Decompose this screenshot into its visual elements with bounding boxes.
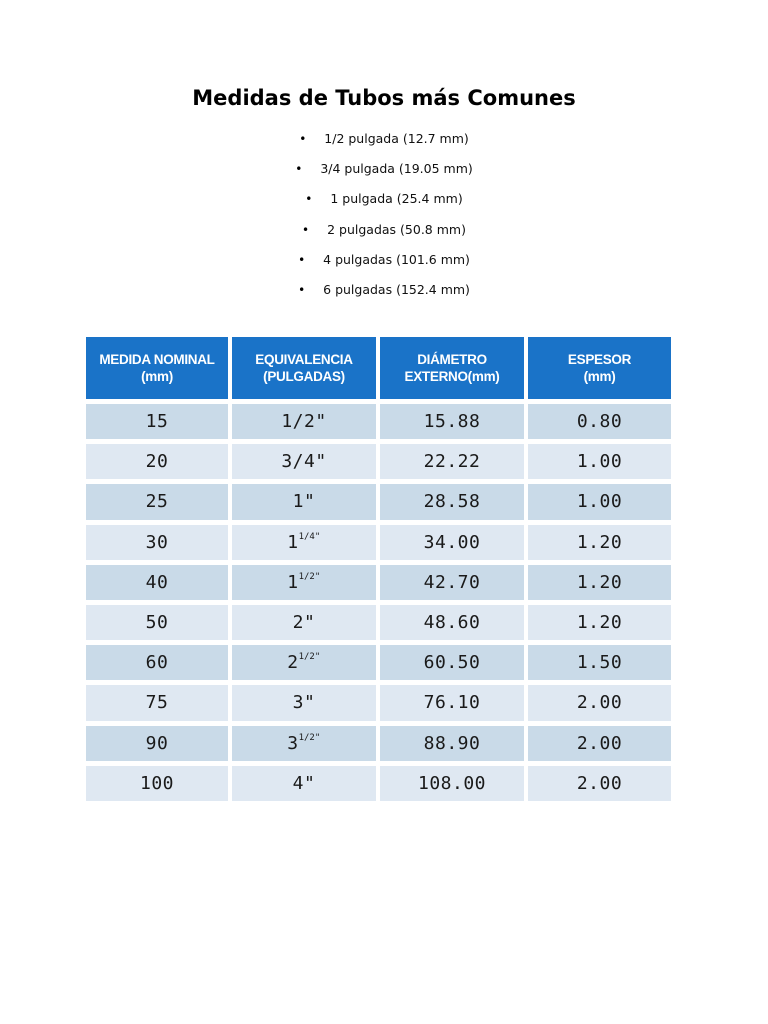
- list-item: [0, 219, 768, 249]
- cell-thickness: 2.00: [528, 766, 671, 806]
- header-line: EXTERNO(mm): [404, 369, 500, 384]
- header-line: MEDIDA NOMINAL: [99, 352, 215, 367]
- cell-nominal: 60: [86, 645, 232, 685]
- list-item: [0, 188, 768, 218]
- table-row: [86, 645, 671, 685]
- list-item-text: 4 pulgadas (101.6 mm): [323, 251, 470, 267]
- header-line: (mm): [583, 369, 616, 384]
- cell-thickness: 2.00: [528, 685, 671, 725]
- cell-diameter: 22.22: [380, 444, 528, 484]
- inch-value: 4: [292, 772, 304, 794]
- list-item: [0, 128, 768, 158]
- cell-diameter: 108.00: [380, 766, 528, 806]
- cell-diameter: 34.00: [380, 525, 528, 565]
- list-item: [0, 158, 768, 188]
- cell-inches: [232, 444, 380, 484]
- bullet-icon: •: [302, 222, 310, 237]
- table-row: [86, 685, 671, 725]
- header-line: DIÁMETRO: [417, 352, 487, 367]
- inch-mark: ": [304, 772, 316, 794]
- table-row: [86, 444, 671, 484]
- cell-diameter: 42.70: [380, 565, 528, 605]
- cell-thickness: 1.00: [528, 484, 671, 524]
- cell-diameter: 60.50: [380, 645, 528, 685]
- inch-mark: ": [314, 652, 321, 663]
- bullet-icon: •: [295, 162, 303, 177]
- bullet-icon: •: [298, 252, 306, 267]
- inch-mark: ": [304, 612, 316, 634]
- header-line: ESPESOR: [567, 352, 632, 367]
- inch-value: 2: [292, 612, 304, 634]
- inch-mark: ": [314, 531, 321, 542]
- inch-fraction: 1/2: [298, 652, 315, 663]
- list-item-text: 1/2 pulgada (12.7 mm): [324, 131, 469, 146]
- table-body: [86, 404, 671, 806]
- table-header-row: [86, 337, 671, 404]
- inch-value: 1/2: [281, 411, 316, 433]
- cell-nominal: 40: [86, 565, 232, 605]
- header-line: (PULGADAS): [263, 369, 345, 384]
- list-item: [0, 279, 768, 309]
- cell-thickness: 1.50: [528, 645, 671, 685]
- cell-inches: [232, 726, 380, 766]
- pipe-size-list: [0, 128, 768, 309]
- header-line: EQUIVALENCIA: [255, 352, 353, 367]
- header-nominal: [86, 337, 232, 404]
- inch-mark: ": [304, 491, 316, 513]
- cell-nominal: 50: [86, 605, 232, 645]
- inch-value: 1: [287, 571, 299, 593]
- table-row: [86, 525, 671, 565]
- cell-inches: [232, 484, 380, 524]
- inch-mark: ": [314, 571, 321, 582]
- inch-value: 3: [287, 732, 299, 754]
- cell-inches: [232, 766, 380, 806]
- cell-diameter: 76.10: [380, 685, 528, 725]
- cell-inches: [232, 685, 380, 725]
- cell-diameter: 15.88: [380, 404, 528, 444]
- cell-inches: [232, 645, 380, 685]
- cell-nominal: 100: [86, 766, 232, 806]
- inch-mark: ": [315, 451, 327, 473]
- list-item-text: 2 pulgadas (50.8 mm): [327, 221, 466, 237]
- cell-diameter: 48.60: [380, 605, 528, 645]
- cell-nominal: 30: [86, 525, 232, 565]
- inch-value: 3/4: [281, 451, 316, 473]
- inch-fraction: 1/2: [298, 571, 315, 582]
- page-title: Medidas de Tubos más Comunes: [192, 86, 576, 110]
- table-row: [86, 565, 671, 605]
- header-diameter: [380, 337, 528, 404]
- list-item-text: 6 pulgadas (152.4 mm): [323, 281, 470, 297]
- table-header: [86, 337, 671, 404]
- cell-inches: [232, 605, 380, 645]
- header-line: (mm): [141, 369, 173, 384]
- list-item-text: 1 pulgada (25.4 mm): [330, 191, 463, 207]
- inch-value: 1: [287, 531, 299, 553]
- cell-thickness: 1.20: [528, 525, 671, 565]
- inch-mark: ": [315, 411, 327, 433]
- table-row: [86, 404, 671, 444]
- inch-value: 1: [292, 491, 304, 513]
- cell-thickness: 1.00: [528, 444, 671, 484]
- list-item-text: 3/4 pulgada (19.05 mm): [320, 161, 473, 177]
- header-thickness: [528, 337, 671, 404]
- bullet-icon: •: [298, 282, 306, 297]
- table-row: [86, 726, 671, 766]
- inch-fraction: 1/2: [298, 732, 315, 743]
- cell-inches: [232, 404, 380, 444]
- bullet-icon: •: [299, 132, 307, 146]
- cell-nominal: 25: [86, 484, 232, 524]
- inch-value: 3: [292, 692, 304, 714]
- cell-thickness: 1.20: [528, 565, 671, 605]
- inch-mark: ": [304, 692, 316, 714]
- table-row: [86, 605, 671, 645]
- cell-diameter: 28.58: [380, 484, 528, 524]
- inch-fraction: 1/4: [298, 531, 315, 542]
- cell-diameter: 88.90: [380, 726, 528, 766]
- cell-inches: [232, 565, 380, 605]
- table-row: [86, 484, 671, 524]
- cell-thickness: 0.80: [528, 404, 671, 444]
- cell-thickness: 1.20: [528, 605, 671, 645]
- cell-nominal: 90: [86, 726, 232, 766]
- cell-inches: [232, 525, 380, 565]
- bullet-icon: •: [305, 192, 313, 207]
- inch-mark: ": [314, 732, 321, 743]
- cell-thickness: 2.00: [528, 726, 671, 766]
- cell-nominal: 20: [86, 444, 232, 484]
- cell-nominal: 75: [86, 685, 232, 725]
- cell-nominal: 15: [86, 404, 232, 444]
- pipe-dimensions-table: [86, 337, 671, 806]
- inch-value: 2: [287, 652, 299, 674]
- table-row: [86, 766, 671, 806]
- list-item: [0, 249, 768, 279]
- header-equivalence: [232, 337, 380, 404]
